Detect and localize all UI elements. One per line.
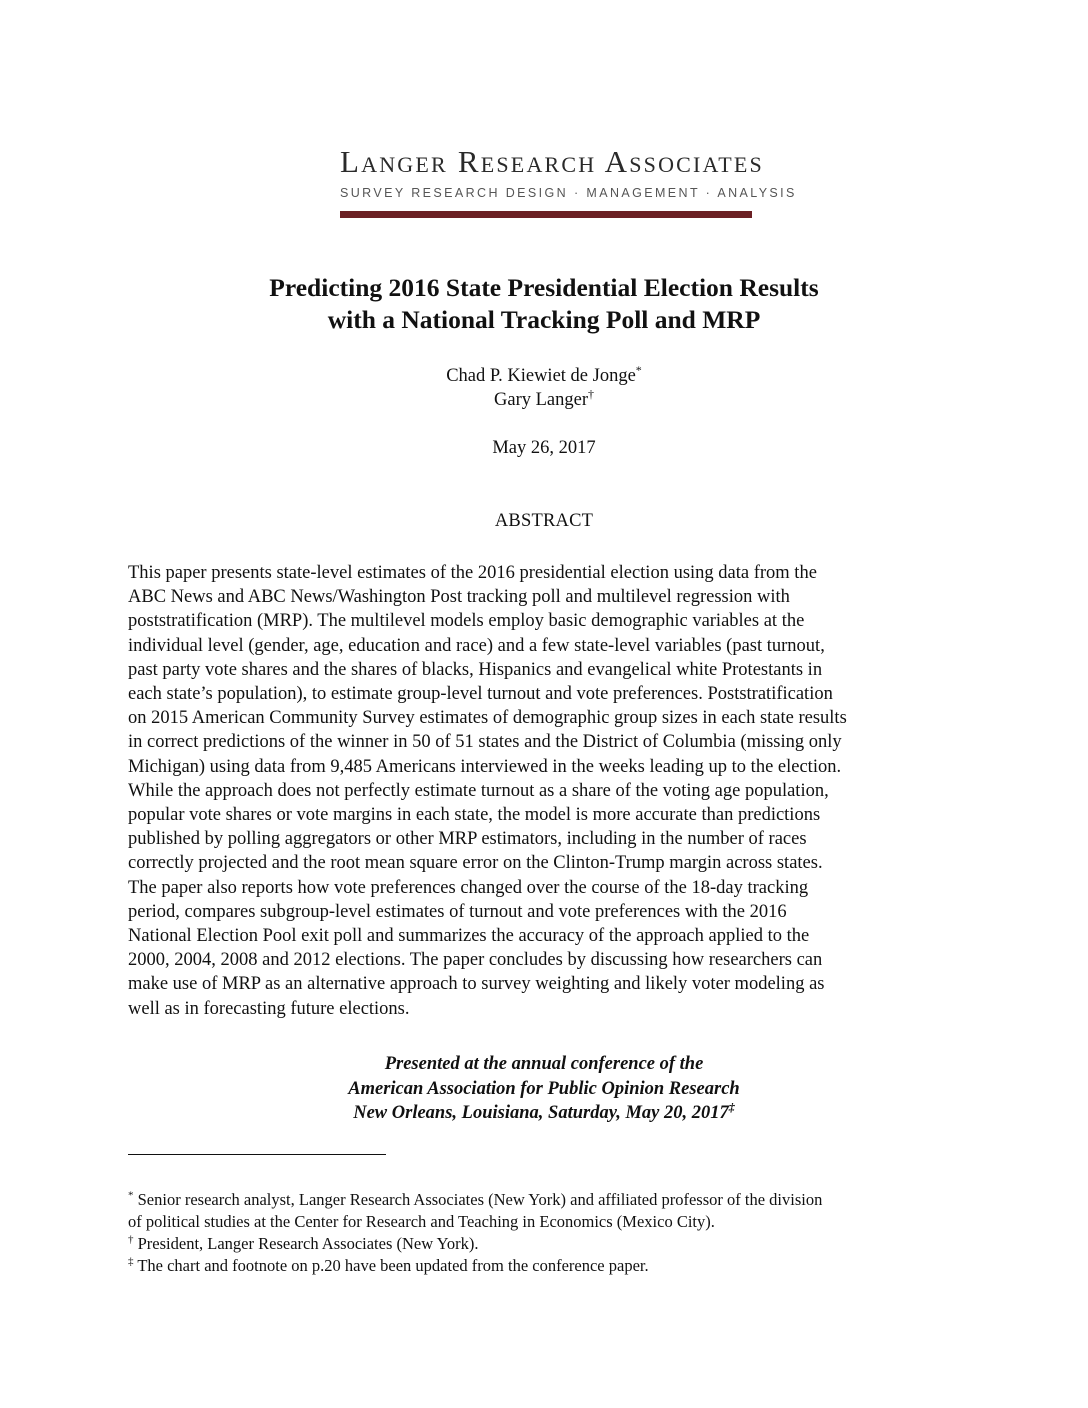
abstract-heading: ABSTRACT [494, 511, 594, 531]
abstract-line: correctly projected and the root mean square error on the Clinton-Trump margin across states. [128, 853, 823, 874]
logo [340, 144, 797, 218]
footnote-mark: * [128, 1189, 134, 1202]
abstract-line: published by polling aggregators or other MRP estimators, including in the number of races [128, 829, 807, 850]
footnote-mark: ‡ [128, 1255, 134, 1268]
abstract-line: The paper also reports how vote preferences changed over the course of the 18-day tracking [128, 877, 809, 898]
presented-mark: ‡ [728, 1099, 735, 1114]
abstract-line: National Election Pool exit poll and summarizes the accuracy of the approach applied to the [128, 926, 810, 947]
presented-line-2: American Association for Public Opinion Research [348, 1078, 740, 1099]
abstract-line: well as in forecasting future elections. [128, 998, 410, 1019]
abstract-line: individual level (gender, age, education and race) and a few state-level variables (past turnout, [128, 635, 825, 656]
abstract-line: While the approach does not perfectly estimate turnout as a share of the voting age population, [128, 780, 829, 801]
logo-name: Langer Research Associates [340, 144, 764, 179]
abstract-line: Michigan) using data from 9,485 Americans interviewed in the weeks leading up to the election. [128, 756, 842, 777]
footnote-text: Senior research analyst, Langer Research Associates (New York) and affiliated professor of the division [137, 1190, 823, 1209]
author-name: Gary Langer [494, 390, 588, 410]
abstract-line: 2000, 2004, 2008 and 2012 elections. The paper concludes by discussing how researchers can [128, 950, 823, 971]
author-1 [144, 364, 944, 388]
footnote-rule [128, 1154, 386, 1155]
abstract-line: on 2015 American Community Survey estimates of demographic group sizes in each state results [128, 708, 847, 729]
abstract-line: This paper presents state-level estimates of the 2016 presidential election using data from the [128, 563, 817, 583]
authors [144, 364, 944, 412]
author-name: Chad P. Kiewiet de Jonge [446, 366, 636, 386]
abstract-line: period, compares subgroup-level estimates of turnout and vote preferences with the 2016 [128, 901, 787, 922]
abstract-line: make use of MRP as an alternative approach to survey weighting and likely voter modeling as [128, 974, 825, 995]
paper-date: May 26, 2017 [492, 438, 596, 458]
author-mark: * [635, 362, 642, 377]
presented-line-3-text: New Orleans, Louisiana, Saturday, May 20, 2017 [353, 1103, 729, 1123]
abstract-line: popular vote shares or vote margins in each state, the model is more accurate than predictions [128, 805, 821, 826]
footnote-line [128, 1211, 960, 1233]
logo-tagline: SURVEY RESEARCH DESIGN · MANAGEMENT · ANALYSIS [340, 186, 797, 200]
footnote-line [128, 1189, 960, 1211]
footnote-text: The chart and footnote on p.20 have been updated from the conference paper. [137, 1256, 649, 1275]
paper-title [144, 272, 944, 336]
footnote-line [128, 1255, 960, 1277]
footnote-text: of political studies at the Center for Research and Teaching in Economics (Mexico City). [128, 1212, 715, 1231]
abstract-line: poststratification (MRP). The multilevel models employ basic demographic variables at the [128, 611, 805, 632]
footnote-mark: † [128, 1233, 134, 1246]
abstract-body [128, 561, 960, 1021]
title-line-1: Predicting 2016 State Presidential Election Results [269, 273, 819, 302]
presented-line-1: Presented at the annual conference of the [384, 1054, 704, 1074]
abstract-line: past party vote shares and the shares of blacks, Hispanics and evangelical white Protestants in [128, 659, 823, 680]
abstract-line: ABC News and ABC News/Washington Post tracking poll and multilevel regression with [128, 587, 790, 608]
footnote-line [128, 1233, 960, 1255]
title-line-2: with a National Tracking Poll and MRP [327, 305, 761, 334]
abstract-line: each state’s population), to estimate group-level turnout and vote preferences. Poststratification [128, 684, 833, 705]
logo-bar [340, 211, 752, 218]
presented-line-3 [144, 1101, 944, 1126]
footnotes [128, 1189, 960, 1277]
footnote-text: President, Langer Research Associates (New York). [137, 1234, 479, 1253]
presented-at [144, 1052, 944, 1126]
abstract-line: in correct predictions of the winner in 50 of 51 states and the District of Columbia (missing only [128, 732, 842, 753]
author-mark: † [588, 386, 594, 401]
author-2 [144, 388, 944, 412]
